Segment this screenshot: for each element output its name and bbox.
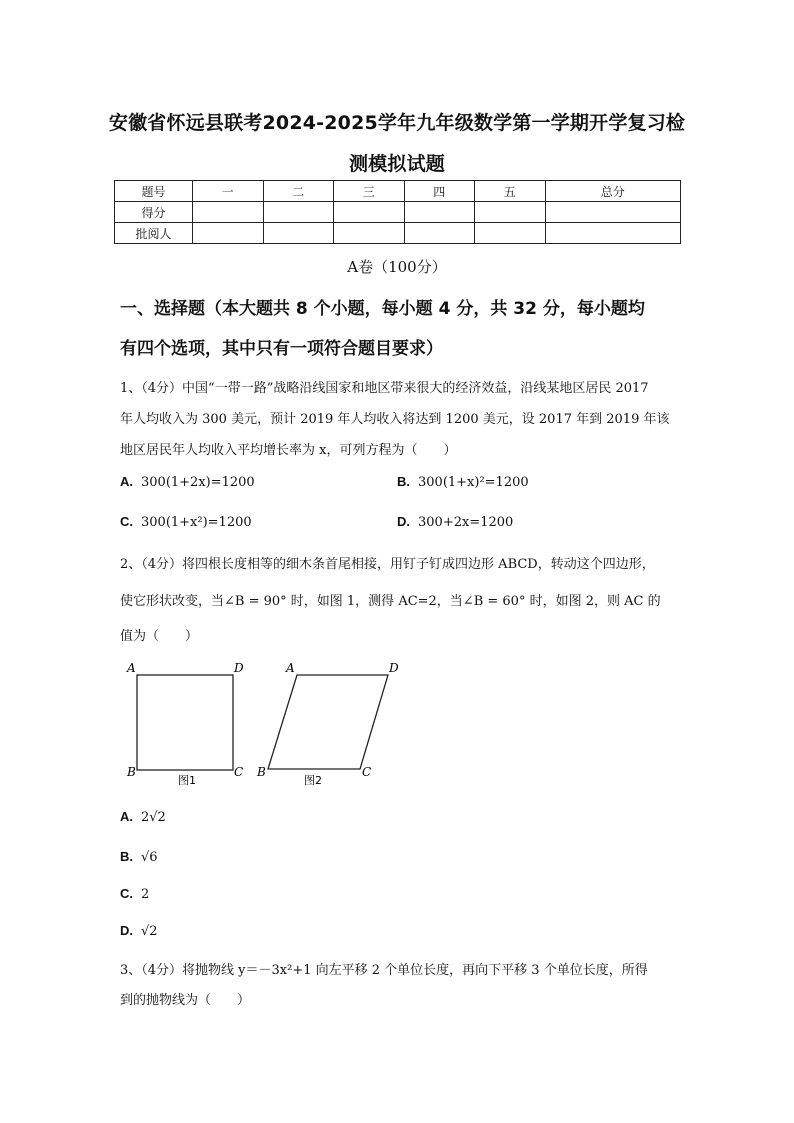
score-cell — [545, 202, 681, 223]
score-cell — [404, 223, 475, 244]
option-expression: 2 — [141, 887, 150, 902]
option-label: B. — [397, 474, 410, 489]
score-cell — [334, 223, 405, 244]
q1-option-a[interactable] — [120, 474, 255, 490]
fig2-vertex-b: B — [257, 765, 266, 779]
exam-title-line2: 测模拟试题 — [348, 153, 445, 175]
option-expression: 300(1+x)²=1200 — [418, 475, 529, 490]
score-table-row-label: 得分 — [115, 202, 193, 223]
score-table-row-label: 批阅人 — [115, 223, 193, 244]
fig1-square — [137, 675, 233, 770]
q2-option-c[interactable] — [120, 886, 149, 902]
q2-option-b[interactable] — [120, 849, 158, 865]
q2-text-line1: 2、（4分）将四根长度相等的细木条首尾相接，用钉子钉成四边形 ABCD，转动这个四边形， — [120, 557, 655, 572]
option-label: D. — [120, 923, 133, 938]
fig2-vertex-d: D — [389, 661, 399, 675]
score-cell — [263, 202, 334, 223]
option-label: C. — [120, 886, 133, 901]
paper-section-heading: A卷（100分） — [347, 258, 447, 276]
score-table-header-cell: 一 — [193, 181, 264, 202]
score-cell — [334, 202, 405, 223]
q1-option-b[interactable] — [397, 474, 529, 490]
option-expression: 300+2x=1200 — [418, 515, 514, 530]
score-table-header-row — [115, 181, 681, 202]
fig1-vertex-c: C — [234, 765, 244, 779]
score-table-header-cell: 三 — [334, 181, 405, 202]
fig2-rhombus — [268, 675, 388, 769]
fig2-vertex-a: A — [286, 661, 295, 675]
fig1-caption: 图1 — [178, 774, 196, 787]
option-label: D. — [397, 514, 410, 529]
q3-text-line2: 到的抛物线为（ ） — [120, 993, 251, 1008]
score-cell — [475, 223, 546, 244]
score-cell — [475, 202, 546, 223]
q1-option-c[interactable] — [120, 514, 252, 530]
q2-text-line3: 值为（ ） — [120, 629, 199, 644]
q2-option-a[interactable] — [120, 809, 166, 825]
q1-text-line1: 1、（4分）中国“一带一路”战略沿线国家和地区带来很大的经济效益，沿线某地区居民 2017 — [120, 381, 649, 396]
option-expression: 2√2 — [141, 810, 166, 825]
score-cell — [193, 223, 264, 244]
fig1-vertex-a: A — [127, 661, 136, 675]
score-table-row — [115, 202, 681, 223]
score-cell — [545, 223, 681, 244]
q1-option-d[interactable] — [397, 514, 513, 530]
score-table-header-cell: 总分 — [545, 181, 681, 202]
score-table-header-cell: 题号 — [115, 181, 193, 202]
option-label: B. — [120, 849, 133, 864]
score-table-header-cell: 五 — [475, 181, 546, 202]
score-cell — [404, 202, 475, 223]
option-expression: √2 — [141, 924, 158, 939]
score-table-row — [115, 223, 681, 244]
q1-text-line3: 地区居民年人均收入平均增长率为 x，可列方程为（ ） — [120, 443, 457, 458]
q3-text-line1: 3、（4分）将抛物线 y＝－3x²+1 向左平移 2 个单位长度，再向下平移 3 个单位长度，所得 — [120, 963, 648, 978]
score-table-header-cell: 四 — [404, 181, 475, 202]
score-table-header-cell: 二 — [263, 181, 334, 202]
section1-heading-line2: 有四个选项，其中只有一项符合题目要求） — [120, 339, 443, 359]
exam-title-line1: 安徽省怀远县联考2024-2025学年九年级数学第一学期开学复习检 — [108, 112, 686, 134]
fig2-caption: 图2 — [304, 774, 322, 787]
score-cell — [193, 202, 264, 223]
section1-heading-line1: 一、选择题（本大题共 8 个小题，每小题 4 分，共 32 分，每小题均 — [120, 299, 645, 319]
option-expression: √6 — [141, 850, 158, 865]
q2-figure — [120, 655, 420, 790]
option-expression: 300(1+x²)=1200 — [141, 515, 252, 530]
fig2-vertex-c: C — [362, 765, 372, 779]
q2-option-d[interactable] — [120, 923, 158, 939]
fig1-vertex-b: B — [127, 765, 136, 779]
option-label: C. — [120, 514, 133, 529]
option-label: A. — [120, 474, 133, 489]
score-cell — [263, 223, 334, 244]
option-expression: 300(1+2x)=1200 — [141, 475, 255, 490]
q1-text-line2: 年人均收入为 300 美元，预计 2019 年人均收入将达到 1200 美元，设 2017 年到 2019 年该 — [120, 412, 670, 427]
fig1-vertex-d: D — [234, 661, 244, 675]
q2-text-line2: 使它形状改变，当∠B = 90° 时，如图 1，测得 AC=2，当∠B = 60° 时，如图 2，则 AC 的 — [120, 594, 661, 609]
score-table — [114, 180, 681, 244]
option-label: A. — [120, 809, 133, 824]
